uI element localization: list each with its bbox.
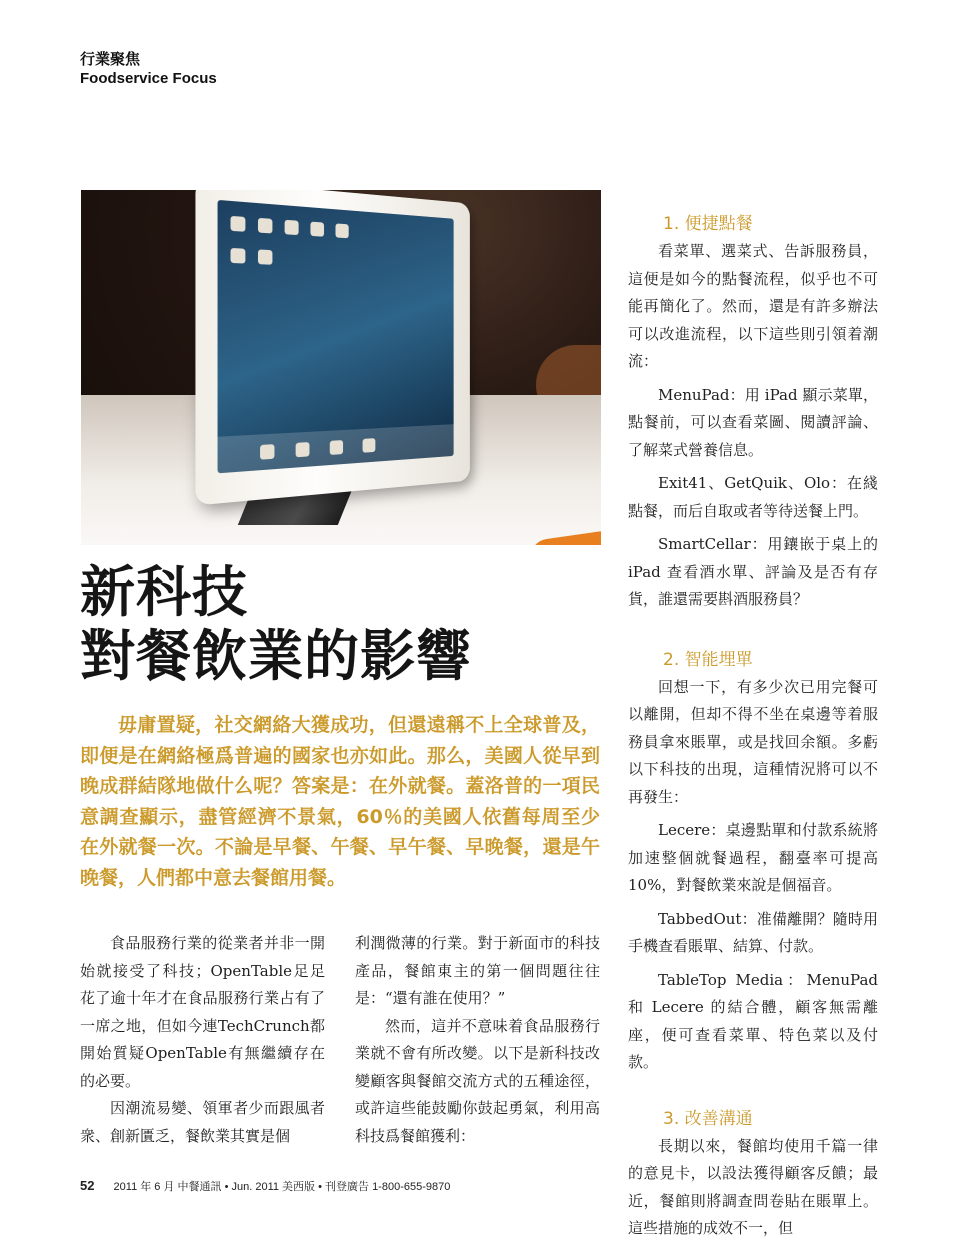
section-label (80, 50, 217, 88)
page-footer (80, 1178, 450, 1195)
body-column-left (80, 930, 325, 1150)
article-title-line2: 對餐飲業的影響 (80, 623, 473, 688)
section-label-en: Foodservice Focus (80, 70, 217, 87)
app-icon (260, 444, 274, 460)
page-number: 52 (80, 1178, 95, 1193)
body-paragraph: 回想一下，有多少次已用完餐可以離開，但却不得不坐在桌邊等着服務員拿來賬單，或是找回余額。多虧以下科技的出現，這種情況將可以不再發生： (628, 677, 878, 806)
section-heading-payment: 2. 智能埋單 (663, 649, 753, 670)
app-icon (231, 248, 246, 264)
photo-ipad-device (195, 190, 469, 506)
body-paragraph: TableTop Media：MenuPad 和 Lecere 的結合體，顧客無需離座，便可查看菜單、特色菜以及付款。 (628, 970, 878, 1071)
article-title-line1: 新科技 (80, 559, 249, 624)
body-paragraph: MenuPad：用 iPad 顯示菜單，點餐前，可以查看菜圖、閱讀評論、了解菜式營養信息。 (628, 385, 878, 459)
app-icon (330, 440, 343, 455)
photo-ipad-dock (218, 424, 454, 473)
body-paragraph: 利潤微薄的行業。對于新面市的科技產品，餐館東主的第一個問題往往是：“還有誰在使用？” (355, 934, 600, 1007)
body-paragraph: Exit41、GetQuik、Olo：在綫點餐，而后自取或者等待送餐上門。 (628, 474, 878, 520)
section-heading-ordering: 1. 便捷點餐 (663, 214, 753, 234)
app-icon (258, 218, 272, 234)
body-paragraph: TabbedOut：准備離開？隨時用手機查看賬單、結算、付款。 (628, 909, 878, 955)
body-paragraph: 食品服務行業的從業者并非一開始就接受了科技；OpenTable足足花了逾十年才在食品服務行業占有了一席之地，但如今連TechCrunch都開始質疑OpenTable有無繼續存在的必要。 (80, 934, 325, 1090)
app-icon (296, 442, 310, 457)
section-label-zh: 行業聚焦 (80, 51, 141, 68)
lead-paragraph: 毋庸置疑，社交網絡大獲成功，但還遠稱不上全球普及，即便是在網絡極爲普遍的國家也亦如此。那么，美國人從早到晚成群結隊地做什么呢？答案是：在外就餐。蓋洛普的一項民意調查顯示，盡管經濟不景氣，60％的美國人依舊每周至少在外就餐一次。不論是早餐、午餐、早午餐、早晚餐，還是午晚餐，人們都中意去餐館用餐。 (80, 714, 600, 889)
hero-photo-ipad (81, 190, 601, 545)
app-icon (363, 438, 376, 453)
body-paragraph: 因潮流易變、領軍者少而跟風者衆、創新匱乏，餐飲業其實是個 (80, 1099, 325, 1145)
body-paragraph: 看菜單、選菜式、告訴服務員，這便是如今的點餐流程，似乎也不可能再簡化了。然而，還是有許多辦法可以改進流程，以下這些則引領着潮流： (628, 242, 878, 370)
article-title (80, 560, 600, 688)
body-paragraph: 然而，這并不意味着食品服務行業就不會有所改變。以下是新科技改變顧客與餐館交流方式的五種途徑，或許這些能鼓勵你鼓起勇氣，利用高科技爲餐館獲利： (355, 1016, 600, 1145)
body-paragraph: 長期以來，餐館均使用千篇一律的意見卡，以設法獲得顧客反饋；最近，餐館則將調查問卷貼在賬單上。這些措施的成效不一，但 (628, 1136, 878, 1237)
body-paragraph: Lecere：桌邊點單和付款系統將加速整個就餐過程，翻臺率可提高 10%，對餐飲業來說是個福音。 (628, 821, 878, 894)
spacer (628, 620, 878, 646)
app-icon (335, 223, 348, 238)
app-icon (258, 249, 272, 264)
section-heading-communication: 3. 改善溝通 (663, 1108, 753, 1129)
app-icon (231, 216, 246, 232)
app-icon (310, 222, 324, 237)
spacer (628, 1083, 878, 1105)
footer-publication-info: 2011 年 6 月 中餐通訊 • Jun. 2011 美西版 • 刊登廣告 1-800-655-9870 (113, 1181, 451, 1193)
body-paragraph: SmartCellar：用鑲嵌于桌上的 iPad 查看酒水單、評論及是否有存貨，誰還需要斟酒服務員？ (628, 535, 878, 608)
app-icon (285, 220, 299, 235)
body-column-middle (355, 930, 600, 1150)
photo-ipad-screen (218, 200, 454, 473)
body-column-right (628, 210, 878, 1249)
